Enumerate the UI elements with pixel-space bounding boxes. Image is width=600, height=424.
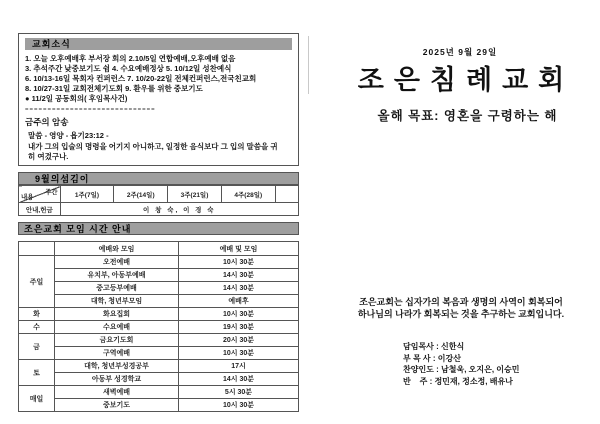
schedule-row: [19, 295, 299, 308]
staff-row: 부 목 사 : 이강산: [403, 353, 461, 363]
schedule-meeting-cell: 오전예배: [55, 256, 179, 269]
schedule-row: [19, 256, 299, 269]
schedule-title: 조은교회 모임 시간 안내: [18, 222, 299, 235]
schedule-day-cell: 수: [19, 321, 55, 334]
schedule-row: [19, 347, 299, 360]
memory-verse-reference: 말씀 - 영양 - 욥기23:12 -: [28, 131, 109, 140]
schedule-meeting-cell: 수요예배: [55, 321, 179, 334]
september-servers-section: [18, 172, 299, 216]
schedule-meeting-cell: 금요기도회: [55, 334, 179, 347]
church-news-section: [18, 33, 299, 166]
servers-table: [18, 185, 299, 216]
news-item: 1. 오늘 오후예배후 부서장 회의 2.10/5일 연합예배,오후예배 없음: [25, 54, 236, 63]
schedule-row: [19, 308, 299, 321]
schedule-meeting-cell: 유치부, 아동부예배: [55, 269, 179, 282]
dashed-separator: =============================: [25, 107, 156, 113]
servers-data-row: [19, 203, 299, 216]
schedule-day-cell: 매일: [19, 386, 55, 412]
schedule-time-cell: 14시 30분: [179, 282, 299, 295]
servers-header-row: [19, 186, 299, 203]
servers-week-header: 2주(14일): [114, 186, 168, 203]
schedule-time-cell: 20시 30분: [179, 334, 299, 347]
schedule-table: [18, 241, 299, 412]
servers-title: 9월의섬김이: [18, 172, 299, 185]
schedule-header-empty: [19, 242, 55, 256]
schedule-header-row: [19, 242, 299, 256]
news-item: 3. 추석주간 낮중보기도 쉼 4. 수요예배정상 5. 10/12일 성찬예식: [25, 64, 232, 73]
schedule-row: [19, 360, 299, 373]
staff-list: [403, 341, 519, 387]
schedule-row: [19, 269, 299, 282]
memory-verse-title: 금주의 암송: [25, 117, 69, 127]
bulletin-date: 2025년 9월 29일: [422, 47, 498, 57]
servers-corner-cell: [19, 186, 61, 203]
schedule-meeting-cell: 화요집회: [55, 308, 179, 321]
schedule-time-cell: 10시 30분: [179, 256, 299, 269]
staff-row: 담임목사 : 신한식: [403, 342, 465, 351]
servers-week-header: 1주(7일): [60, 186, 114, 203]
schedule-time-cell: 19시 30분: [179, 321, 299, 334]
schedule-day-cell: 주일: [19, 256, 55, 308]
schedule-time-cell: 5시 30분: [179, 386, 299, 399]
schedule-day-cell: 토: [19, 360, 55, 386]
memory-verse-text: 내가 그의 입술의 명령을 어기지 아니하고, 일정한 음식보다 그 입의 말씀을 귀히 여겼구나.: [28, 142, 278, 161]
servers-week-header: [275, 186, 298, 203]
schedule-row: [19, 399, 299, 412]
schedule-meeting-cell: 아동부 성경학교: [55, 373, 179, 386]
schedule-time-cell: 14시 30분: [179, 373, 299, 386]
schedule-time-cell: 10시 30분: [179, 399, 299, 412]
meeting-schedule-section: [18, 222, 299, 412]
schedule-meeting-cell: 구역예배: [55, 347, 179, 360]
schedule-meeting-cell: 중보기도: [55, 399, 179, 412]
schedule-time-cell: 17시: [179, 360, 299, 373]
schedule-row: [19, 321, 299, 334]
schedule-meeting-cell: 대학, 청년부모임: [55, 295, 179, 308]
servers-corner-bottom-label: 내용: [21, 194, 34, 201]
schedule-day-cell: 금: [19, 334, 55, 360]
schedule-time-cell: 14시 30분: [179, 269, 299, 282]
schedule-time-cell: 예배후: [179, 295, 299, 308]
schedule-meeting-cell: 새벽예배: [55, 386, 179, 399]
servers-week-header: 4주(28일): [221, 186, 275, 203]
schedule-day-cell: 화: [19, 308, 55, 321]
servers-week-header: 3주(21일): [168, 186, 222, 203]
church-news-title: 교회소식: [25, 38, 292, 50]
schedule-header-meeting: 예배와 모임: [55, 242, 179, 256]
schedule-time-cell: 10시 30분: [179, 347, 299, 360]
servers-row-value: 이 창 숙, 이 경 숙: [60, 203, 298, 216]
staff-row: 찬양인도 : 남철욱, 오지은, 이승민: [403, 365, 520, 374]
mission-statement: [333, 296, 589, 320]
mission-line-1: 조은교회는 십자가의 복음과 생명의 사역이 회복되어: [359, 297, 563, 307]
servers-row-label: 안내,헌금: [19, 203, 61, 216]
news-item: ● 11/2일 공동회의( 후임목사건): [25, 94, 128, 103]
news-item: 8. 10/27-31일 교회전체기도회 9. 환우를 위한 중보기도: [25, 84, 203, 93]
yearly-goal: 올해 목표: 영혼을 구령하는 해: [377, 109, 558, 123]
church-name-title: 조은침례교회: [357, 65, 575, 95]
church-news-list: [19, 50, 298, 104]
news-item: 6. 10/13-16일 목회자 컨퍼런스 7. 10/20-22일 전체컨퍼런스,전국친교회: [25, 74, 257, 83]
schedule-row: [19, 282, 299, 295]
schedule-row: [19, 373, 299, 386]
staff-row: 반 주 : 정민재, 정소정, 배유나: [403, 376, 513, 386]
schedule-meeting-cell: 중고등부예배: [55, 282, 179, 295]
schedule-header-time: 예배 및 모임: [179, 242, 299, 256]
schedule-row: [19, 334, 299, 347]
mission-line-2: 하나님의 나라가 회복되는 것을 추구하는 교회입니다.: [357, 309, 565, 319]
page-fold-line: [308, 36, 309, 94]
schedule-meeting-cell: 대학, 청년부성경공부: [55, 360, 179, 373]
schedule-row: [19, 386, 299, 399]
servers-corner-top-label: 주간: [45, 189, 58, 196]
schedule-time-cell: 10시 30분: [179, 308, 299, 321]
